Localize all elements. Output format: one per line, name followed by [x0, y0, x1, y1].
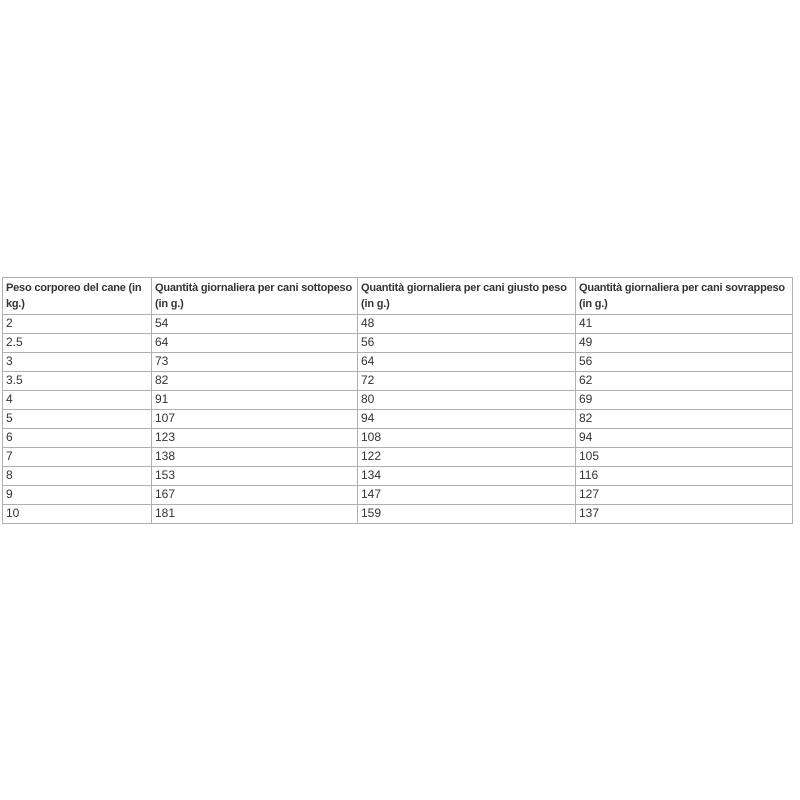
table-cell: 116 — [576, 467, 793, 486]
table-cell: 123 — [152, 429, 358, 448]
table-cell: 80 — [358, 391, 576, 410]
table-cell: 159 — [358, 505, 576, 524]
table-cell: 73 — [152, 353, 358, 372]
table-cell: 94 — [576, 429, 793, 448]
table-row — [3, 410, 793, 429]
table-cell: 153 — [152, 467, 358, 486]
table-cell: 5 — [3, 410, 152, 429]
table-body — [3, 315, 793, 524]
header-row — [3, 278, 793, 315]
table-row — [3, 315, 793, 334]
table-cell: 181 — [152, 505, 358, 524]
table-cell: 167 — [152, 486, 358, 505]
table-cell: 105 — [576, 448, 793, 467]
table-row — [3, 505, 793, 524]
table-cell: 82 — [152, 372, 358, 391]
table-cell: 56 — [576, 353, 793, 372]
table-cell: 127 — [576, 486, 793, 505]
table-cell: 91 — [152, 391, 358, 410]
table-cell: 2 — [3, 315, 152, 334]
dog-feeding-table — [2, 277, 793, 524]
table-cell: 6 — [3, 429, 152, 448]
column-header-cani-sovrappeso: Quantità giornaliera per cani sovrappeso (in g.) — [576, 278, 793, 315]
table-cell: 10 — [3, 505, 152, 524]
table-row — [3, 486, 793, 505]
table-cell: 122 — [358, 448, 576, 467]
table-header — [3, 278, 793, 315]
table-cell: 62 — [576, 372, 793, 391]
table-cell: 138 — [152, 448, 358, 467]
table-cell: 69 — [576, 391, 793, 410]
table-cell: 56 — [358, 334, 576, 353]
table-row — [3, 391, 793, 410]
table-cell: 8 — [3, 467, 152, 486]
table-cell: 64 — [358, 353, 576, 372]
table-cell: 108 — [358, 429, 576, 448]
table-cell: 64 — [152, 334, 358, 353]
column-header-cani-sottopeso: Quantità giornaliera per cani sottopeso (in g.) — [152, 278, 358, 315]
table-cell: 137 — [576, 505, 793, 524]
table-cell: 94 — [358, 410, 576, 429]
column-header-peso-corporeo: Peso corporeo del cane (in kg.) — [3, 278, 152, 315]
table-row — [3, 429, 793, 448]
table-row — [3, 334, 793, 353]
table-cell: 4 — [3, 391, 152, 410]
table-row — [3, 448, 793, 467]
table-row — [3, 372, 793, 391]
table-cell: 72 — [358, 372, 576, 391]
table-cell: 3.5 — [3, 372, 152, 391]
table-cell: 7 — [3, 448, 152, 467]
table-cell: 147 — [358, 486, 576, 505]
table-cell: 41 — [576, 315, 793, 334]
table-cell: 107 — [152, 410, 358, 429]
table-row — [3, 467, 793, 486]
table-cell: 82 — [576, 410, 793, 429]
table-cell: 134 — [358, 467, 576, 486]
table-row — [3, 353, 793, 372]
table-cell: 48 — [358, 315, 576, 334]
table-cell: 3 — [3, 353, 152, 372]
table-cell: 9 — [3, 486, 152, 505]
table-cell: 2.5 — [3, 334, 152, 353]
table-cell: 49 — [576, 334, 793, 353]
table-cell: 54 — [152, 315, 358, 334]
column-header-cani-giusto-peso: Quantità giornaliera per cani giusto peso (in g.) — [358, 278, 576, 315]
